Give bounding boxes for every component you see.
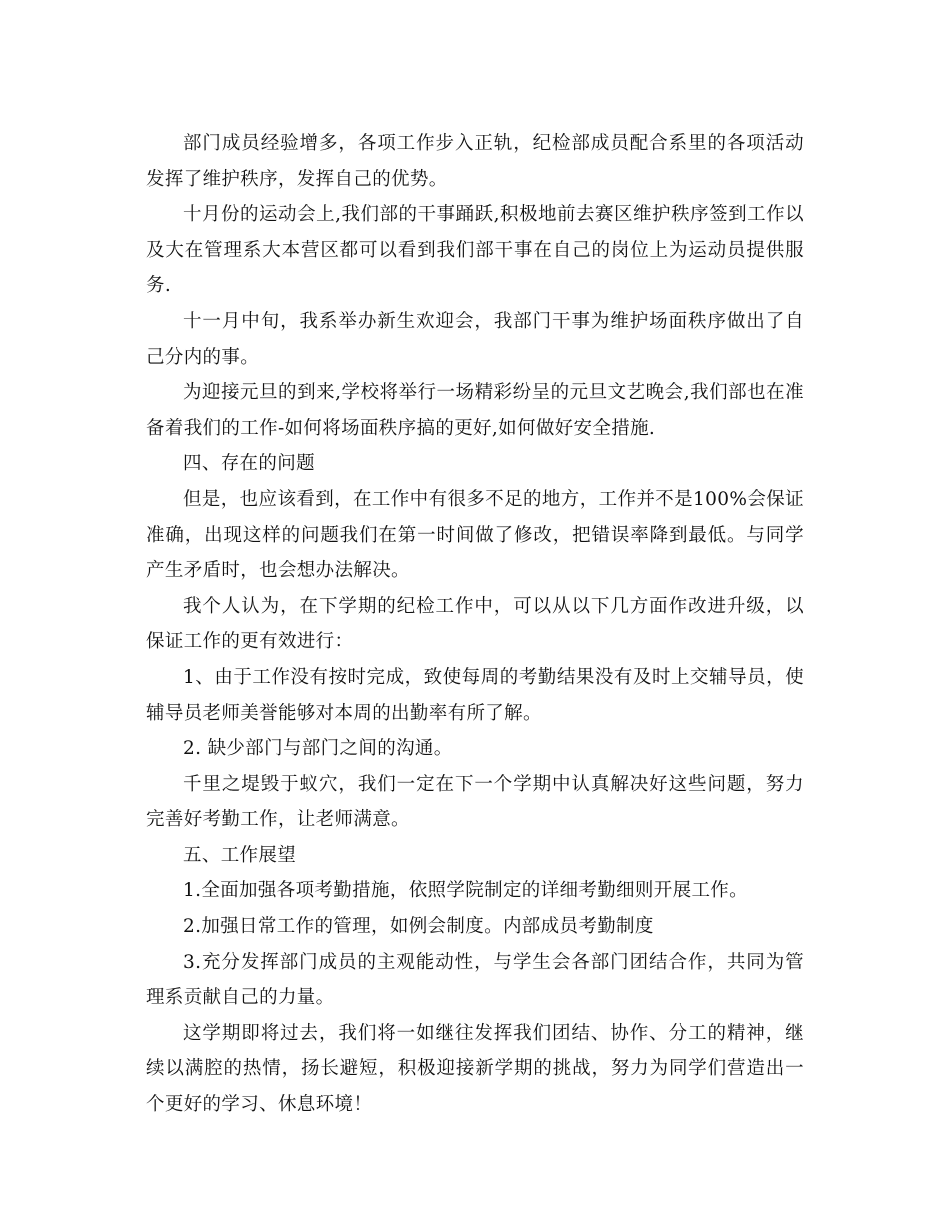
paragraph-shortcomings: 但是，也应该看到，在工作中有很多不足的地方，工作并不是100%会保证准确，出现这样的问题我们在第一时间做了修改，把错误率降到最低。与同学产生矛盾时，也会想办法解决。	[146, 488, 804, 582]
paragraph-resolve-problems: 千里之堤毁于蚁穴，我们一定在下一个学期中认真解决好这些问题，努力完善好考勤工作，让老师满意。	[146, 773, 804, 831]
section-heading-problems: 四、存在的问题	[183, 453, 315, 475]
paragraph-sports-meeting: 十月份的运动会上,我们部的干事踊跃,积极地前去赛区维护秩序签到工作以及大在管理系大本营区都可以看到我们部干事在自己的岗位上为运动员提供服务.	[146, 204, 804, 297]
list-item-strengthen-attendance: 1.全面加强各项考勤措施，依照学院制定的详细考勤细则开展工作。	[183, 880, 749, 902]
list-item-communication: 2. 缺少部门与部门之间的沟通。	[183, 738, 453, 760]
list-item-daily-management: 2.加强日常工作的管理，如例会制度。内部成员考勤制度	[183, 916, 654, 938]
list-item-member-initiative: 3.充分发挥部门成员的主观能动性，与学生会各部门团结合作，共同为管理系贡献自己的力量。	[146, 951, 804, 1009]
list-item-attendance-delay: 1、由于工作没有按时完成，致使每周的考勤结果没有及时上交辅导员，使辅导员老师美誉能够对本周的出勤率有所了解。	[146, 666, 804, 724]
paragraph-welcome-party: 十一月中旬，我系举办新生欢迎会，我部门干事为维护场面秩序做出了自己分内的事。	[146, 310, 804, 368]
document-body	[146, 126, 804, 1123]
paragraph-member-experience: 部门成员经验增多，各项工作步入正轨，纪检部成员配合系里的各项活动发挥了维护秩序，发挥自己的优势。	[146, 133, 804, 190]
paragraph-new-year-gala: 为迎接元旦的到来,学校将举行一场精彩纷呈的元旦文艺晚会,我们部也在准备着我们的工作-如何将场面秩序搞的更好,如何做好安全措施.	[146, 382, 804, 439]
paragraph-improvement-intro: 我个人认为，在下学期的纪检工作中，可以从以下几方面作改进升级，以保证工作的更有效进行：	[146, 595, 804, 653]
section-heading-outlook: 五、工作展望	[183, 844, 297, 866]
paragraph-conclusion: 这学期即将过去，我们将一如继往发挥我们团结、协作、分工的精神，继续以满腔的热情，扬长避短，积极迎接新学期的挑战，努力为同学们营造出一个更好的学习、休息环境！	[146, 1022, 804, 1116]
